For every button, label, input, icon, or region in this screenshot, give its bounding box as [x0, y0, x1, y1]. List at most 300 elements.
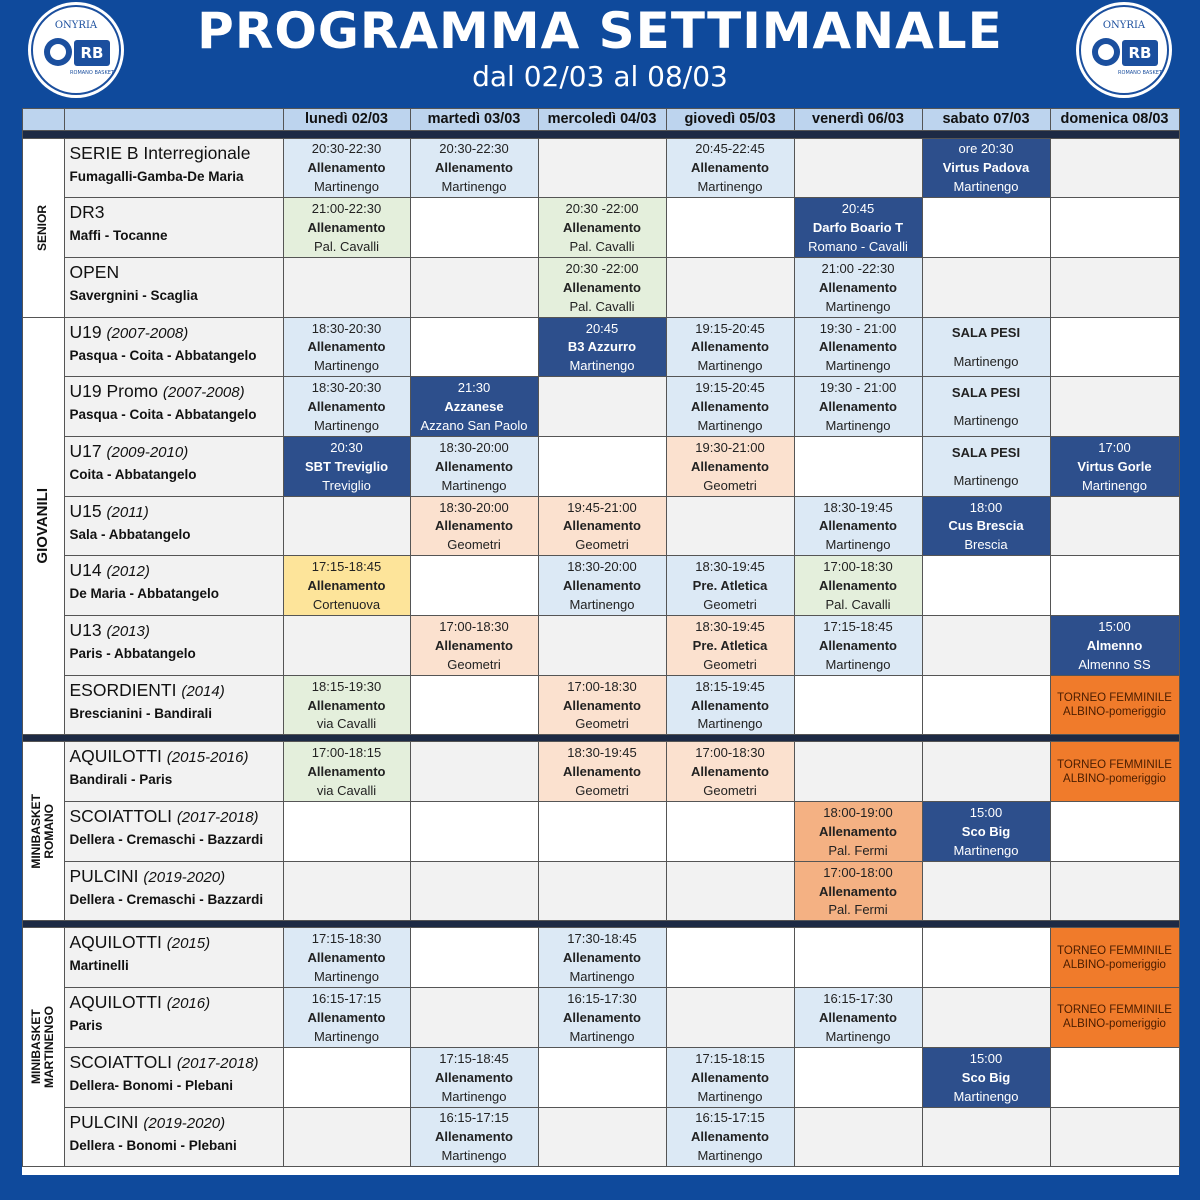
team-cell: [64, 138, 284, 199]
schedule-cell: [1050, 741, 1180, 802]
team-name: [70, 560, 283, 581]
event-time: 20:30-22:30: [439, 141, 509, 157]
event-location: Brescia: [964, 537, 1008, 553]
schedule-cell: [794, 436, 923, 497]
event-time: 18:30-19:45: [567, 745, 637, 761]
event-location: Treviglio: [322, 477, 371, 493]
event-time: 20:30-22:30: [311, 141, 382, 157]
team-years: (2015): [166, 935, 211, 953]
team-title: U13: [69, 620, 102, 640]
schedule-cell: [410, 138, 539, 199]
schedule-cell: [666, 436, 795, 497]
event-time: 18:00: [969, 499, 1003, 515]
event-title: Allenamento: [307, 697, 386, 713]
schedule-cell: [1050, 376, 1180, 437]
schedule-cell: [922, 927, 1051, 988]
team-years: (2016): [166, 995, 211, 1013]
event-location: Martinengo: [825, 537, 891, 553]
event-time: 15:00: [1098, 618, 1131, 634]
schedule-cell: [1050, 436, 1180, 497]
svg-text:RB: RB: [80, 44, 104, 62]
event-time: 17:15-18:30: [311, 931, 382, 947]
team-name: [70, 746, 283, 767]
event-location: Pal. Cavalli: [569, 238, 635, 254]
event-location: Martinengo: [441, 1148, 507, 1164]
group-minibasket-martinengo: [22, 927, 65, 1167]
team-name: [70, 322, 283, 343]
event-time: 18:30-20:00: [439, 499, 509, 515]
schedule-cell: [283, 138, 411, 199]
svg-text:ROMANO BASKET: ROMANO BASKET: [1118, 70, 1162, 76]
schedule-cell: [666, 1107, 795, 1168]
event-location: Martinengo: [697, 179, 763, 195]
group-label: [36, 205, 49, 251]
team-cell: [64, 317, 284, 378]
schedule-cell: [794, 987, 923, 1048]
day-header: giovedì 05/03: [666, 108, 795, 131]
event-location: Pal. Cavalli: [569, 298, 635, 314]
group-giovanili: [22, 317, 65, 736]
event-time: 15:00: [969, 805, 1003, 820]
schedule-cell: [410, 197, 539, 258]
schedule-cell: [283, 927, 411, 988]
event-location: via Cavalli: [316, 716, 377, 732]
event-time: 17:00-18:30: [439, 618, 509, 634]
event-title: Allenamento: [818, 279, 897, 295]
schedule-cell: [922, 555, 1051, 616]
schedule-cell: [538, 376, 667, 437]
schedule-cell: [922, 801, 1051, 862]
event-title: Allenamento: [562, 220, 641, 236]
schedule-cell: [666, 987, 795, 1048]
team-cell: [64, 675, 284, 736]
schedule-cell: [1050, 257, 1180, 318]
event-time: 16:15-17:15: [695, 1110, 765, 1126]
schedule-cell: [1050, 496, 1180, 557]
schedule-cell: [283, 436, 411, 497]
team-cell: [64, 861, 284, 922]
event-location: Martinengo: [441, 179, 507, 195]
schedule-cell: [538, 741, 667, 802]
event-time: 18:30-20:00: [439, 439, 509, 455]
event-location: Martinengo: [953, 1088, 1019, 1104]
schedule-cell: [410, 555, 539, 616]
schedule-cell: [794, 861, 923, 922]
coaches: Dellera - Bonomi - Plebani: [69, 1137, 237, 1153]
event-title: Allenamento: [818, 339, 897, 355]
schedule-cell: [794, 675, 923, 736]
event-title: Allenamento: [434, 1069, 513, 1085]
event-title: Allenamento: [307, 950, 386, 966]
event-time: 20:30: [330, 439, 363, 455]
schedule-cell: [666, 257, 795, 318]
event-location: Geometri: [703, 597, 757, 613]
coaches: Sala - Abbatangelo: [69, 526, 191, 542]
team-years: (2017-2018): [176, 809, 259, 827]
schedule-cell: [922, 436, 1051, 497]
schedule-cell: [1050, 987, 1180, 1048]
event-location: via Cavalli: [316, 783, 377, 799]
event-time: 19:30 - 21:00: [819, 380, 897, 396]
event-title: SALA PESI: [951, 444, 1021, 460]
schedule-cell: [1050, 927, 1180, 988]
event-time: 20:45-22:45: [695, 141, 765, 157]
tournament-note: ALBINO-pomeriggio: [1063, 772, 1166, 785]
event-location: Romano - Cavalli: [808, 238, 908, 254]
event-location: Cortenuova: [312, 597, 381, 613]
day-header: venerdì 06/03: [794, 108, 923, 131]
event-time: 17:00-18:00: [823, 864, 893, 880]
team-years: (2013): [106, 623, 150, 640]
team-cell: [64, 376, 284, 437]
event-title: Allenamento: [818, 637, 897, 653]
event-location: Almenno SS: [1078, 656, 1151, 672]
schedule-cell: [283, 801, 411, 862]
schedule-cell: [922, 257, 1051, 318]
schedule-cell: [538, 257, 667, 318]
team-title: SCOIATTOLI: [69, 806, 172, 827]
schedule-cell: [794, 615, 923, 676]
schedule-cell: [922, 197, 1051, 258]
event-location: Martinengo: [313, 358, 380, 374]
event-title: Virtus Gorle: [1077, 458, 1152, 474]
event-location: Geometri: [575, 783, 629, 799]
schedule-cell: [538, 555, 667, 616]
schedule-cell: [1050, 1107, 1180, 1168]
event-location: Martinengo: [697, 417, 763, 433]
schedule-cell: [538, 1047, 667, 1108]
event-time: 20:30 -22:00: [565, 201, 639, 217]
svg-text:RB: RB: [1128, 44, 1152, 62]
event-time: 17:00-18:30: [695, 745, 765, 761]
team-name: [70, 202, 283, 223]
schedule-cell: [666, 801, 795, 862]
event-time: 16:15-17:15: [439, 1110, 509, 1126]
event-location: Martinengo: [825, 298, 891, 314]
event-time: 19:30-21:00: [695, 439, 765, 455]
schedule-cell: [794, 1047, 923, 1108]
event-time: 17:15-18:45: [311, 559, 382, 575]
event-title: Cus Brescia: [948, 518, 1024, 534]
team-title: U14: [69, 560, 102, 581]
schedule-cell: [538, 197, 667, 258]
schedule-cell: [283, 317, 411, 378]
schedule-cell: [1050, 615, 1180, 676]
team-years: (2019-2020): [143, 1114, 226, 1132]
schedule-cell: [283, 197, 411, 258]
schedule-cell: [922, 987, 1051, 1048]
event-location: Martinengo: [569, 597, 635, 613]
event-time: 16:15-17:30: [567, 991, 637, 1007]
event-time: 21:00 -22:30: [821, 260, 895, 276]
team-name: [70, 620, 283, 641]
team-name: [70, 441, 283, 462]
team-cell: [64, 496, 284, 557]
group-label-line: MINIBASKET: [28, 794, 43, 869]
schedule-cell: [538, 317, 667, 378]
tournament-note: ALBINO-pomeriggio: [1063, 706, 1166, 719]
schedule-cell: [283, 1107, 411, 1168]
coaches: Pasqua - Coita - Abbatangelo: [69, 347, 257, 363]
svg-text:ROMANO BASKET: ROMANO BASKET: [70, 70, 114, 76]
day-header: sabato 07/03: [922, 108, 1051, 131]
schedule-cell: [794, 138, 923, 199]
team-title: U15: [69, 500, 102, 521]
schedule-cell: [666, 861, 795, 922]
group-label: [35, 488, 52, 564]
day-header: lunedì 02/03: [283, 108, 411, 131]
event-time: 18:00-19:00: [823, 805, 893, 820]
event-time: 18:30-19:45: [823, 499, 893, 515]
schedule-cell: [794, 197, 923, 258]
event-time: ore 20:30: [958, 141, 1014, 157]
schedule-cell: [1050, 675, 1180, 736]
event-location: Geometri: [575, 716, 629, 732]
event-location: Geometri: [575, 537, 629, 553]
group-label-line: ROMANO: [42, 804, 56, 859]
event-time: 17:00-18:15: [311, 745, 382, 761]
schedule-cell: [666, 376, 795, 437]
schedule-cell: [922, 376, 1051, 437]
event-location: Martinengo: [953, 179, 1019, 195]
schedule-cell: [794, 376, 923, 437]
schedule-cell: [283, 615, 411, 676]
schedule-cell: [283, 496, 411, 557]
schedule-cell: [410, 675, 539, 736]
team-name: [70, 680, 283, 701]
event-title: Allenamento: [690, 764, 769, 780]
event-location: Martinengo: [313, 417, 380, 433]
schedule-cell: [794, 555, 923, 616]
team-years: (2012): [106, 563, 150, 581]
group-label-line: MINIBASKET: [28, 1009, 43, 1085]
group-label: [30, 794, 56, 869]
schedule-cell: [1050, 138, 1180, 199]
group-label-line: SENIOR: [35, 204, 50, 251]
team-title: ESORDIENTI: [69, 679, 177, 700]
group-label-line: MARTINENGO: [42, 1006, 56, 1089]
event-title: Allenamento: [690, 1129, 769, 1145]
team-cell: [64, 436, 284, 497]
team-title: U19: [69, 321, 102, 342]
tournament-title: TORNEO FEMMINILE: [1057, 758, 1172, 771]
team-title: PULCINI: [69, 1111, 139, 1132]
event-title: Allenamento: [562, 279, 641, 295]
schedule-cell: [666, 197, 795, 258]
event-title: Pre. Atletica: [692, 578, 768, 594]
coaches: Dellera - Cremaschi - Bazzardi: [69, 891, 264, 907]
schedule-cell: [410, 257, 539, 318]
schedule-cell: [283, 741, 411, 802]
team-title: SCOIATTOLI: [69, 1051, 172, 1072]
team-years: (2011): [106, 503, 149, 521]
coaches: Martinelli: [69, 958, 129, 974]
event-time: 18:30-20:00: [567, 559, 637, 575]
group-senior: [22, 138, 65, 318]
event-title: Allenamento: [690, 458, 769, 474]
tournament-title: TORNEO FEMMINILE: [1057, 944, 1172, 957]
event-time: 18:30-20:30: [311, 320, 382, 336]
schedule-cell: [922, 615, 1051, 676]
schedule-cell: [538, 436, 667, 497]
coaches: Savergnini - Scaglia: [69, 287, 198, 303]
schedule-cell: [666, 741, 795, 802]
event-location: Pal. Fermi: [828, 842, 888, 858]
event-title: Allenamento: [818, 883, 897, 899]
page-title: PROGRAMMA SETTIMANALE: [197, 2, 1003, 60]
event-location: Martinengo: [569, 358, 635, 374]
date-range: dal 02/03 al 08/03: [472, 60, 728, 93]
team-title: U19 Promo: [69, 381, 159, 402]
event-location: Pal. Cavalli: [825, 597, 891, 613]
coaches: Dellera- Bonomi - Plebani: [69, 1077, 234, 1093]
team-title: U17: [69, 440, 102, 461]
event-title: Allenamento: [690, 399, 769, 415]
schedule-cell: [538, 1107, 667, 1168]
event-location: Martinengo: [825, 358, 891, 374]
event-time: 17:00: [1098, 439, 1131, 455]
event-title: Allenamento: [562, 697, 641, 713]
schedule-cell: [410, 436, 539, 497]
event-title: Allenamento: [690, 1069, 769, 1085]
event-time: 17:00-18:30: [567, 678, 637, 694]
team-cell: [64, 1107, 284, 1168]
schedule-cell: [794, 741, 923, 802]
event-time: 19:15-20:45: [695, 380, 765, 396]
svg-text:ONYRIA: ONYRIA: [54, 20, 98, 31]
schedule-cell: [1050, 1047, 1180, 1108]
event-time: 20:45: [585, 320, 619, 336]
schedule-cell: [283, 861, 411, 922]
schedule-cell: [538, 138, 667, 199]
team-title: AQUILOTTI: [69, 992, 162, 1013]
schedule-cell: [283, 1047, 411, 1108]
event-location: Martinengo: [313, 969, 380, 985]
schedule-cell: [538, 927, 667, 988]
coaches: Paris - Abbatangelo: [69, 646, 196, 661]
schedule-cell: [538, 987, 667, 1048]
event-title: Allenamento: [562, 764, 641, 780]
event-time: 18:30-20:30: [311, 380, 382, 396]
event-location: Geometri: [703, 783, 757, 799]
event-title: Allenamento: [818, 578, 897, 594]
day-header: martedì 03/03: [410, 108, 539, 131]
team-name: [70, 143, 283, 164]
event-location: Geometri: [703, 477, 757, 493]
schedule-cell: [410, 615, 539, 676]
schedule-cell: [922, 317, 1051, 378]
team-years: (2007-2008): [162, 384, 245, 402]
event-location: Martinengo: [825, 1028, 891, 1044]
event-time: 20:30 -22:00: [565, 260, 639, 276]
schedule-cell: [283, 555, 411, 616]
event-location: Martinengo: [825, 656, 891, 672]
schedule-cell: [666, 927, 795, 988]
schedule-cell: [410, 376, 539, 437]
schedule-cell: [410, 741, 539, 802]
event-title: Allenamento: [307, 220, 386, 236]
team-years: (2007-2008): [106, 324, 189, 342]
team-cell: [64, 1047, 284, 1108]
schedule-cell: [538, 675, 667, 736]
team-years: (2014): [181, 682, 225, 700]
event-time: 17:00-18:30: [823, 559, 893, 575]
schedule-cell: [794, 257, 923, 318]
schedule-cell: [1050, 197, 1180, 258]
schedule-cell: [666, 138, 795, 199]
schedule-cell: [794, 927, 923, 988]
schedule-cell: [666, 1047, 795, 1108]
event-title: SALA PESI: [951, 325, 1021, 341]
schedule-cell: [922, 1107, 1051, 1168]
schedule-cell: [794, 496, 923, 557]
schedule-cell: [922, 741, 1051, 802]
tournament-note: ALBINO-pomeriggio: [1063, 958, 1166, 971]
event-title: Almenno: [1086, 637, 1143, 653]
header-team: [64, 108, 284, 131]
team-cell: [64, 927, 284, 988]
schedule-cell: [922, 138, 1051, 199]
event-location: Geometri: [447, 656, 501, 672]
event-title: Allenamento: [818, 1009, 897, 1025]
event-title: Virtus Padova: [942, 160, 1030, 176]
event-time: 17:30-18:45: [567, 931, 637, 947]
event-location: Martinengo: [953, 472, 1019, 488]
schedule-cell: [794, 1107, 923, 1168]
event-title: Allenamento: [818, 518, 897, 534]
event-title: Allenamento: [562, 518, 641, 534]
team-name: [70, 501, 283, 522]
event-location: Martinengo: [441, 477, 507, 493]
tournament-title: TORNEO FEMMINILE: [1057, 692, 1172, 705]
event-title: Sco Big: [961, 823, 1011, 839]
event-title: Allenamento: [307, 339, 386, 355]
schedule-cell: [538, 615, 667, 676]
schedule-table: [22, 108, 1179, 1175]
event-time: 18:30-19:45: [695, 559, 765, 575]
schedule-cell: [922, 675, 1051, 736]
schedule-cell: [666, 555, 795, 616]
schedule-cell: [410, 801, 539, 862]
event-time: 21:30: [457, 380, 491, 396]
day-header: mercoledì 04/03: [538, 108, 667, 131]
event-time: 21:00-22:30: [311, 201, 382, 217]
event-title: Allenamento: [434, 637, 513, 653]
coaches: Pasqua - Coita - Abbatangelo: [69, 407, 257, 423]
event-time: 19:45-21:00: [567, 499, 637, 515]
event-title: SBT Treviglio: [304, 458, 389, 474]
event-title: Sco Big: [961, 1069, 1011, 1085]
team-name: [70, 1112, 283, 1133]
event-location: Azzano San Paolo: [420, 417, 528, 433]
event-location: Martinengo: [953, 413, 1019, 429]
team-name: [70, 806, 283, 827]
event-title: Allenamento: [434, 458, 513, 474]
header-corner: [22, 108, 65, 131]
coaches: Maffi - Tocanne: [69, 228, 168, 244]
group-label: [30, 1006, 56, 1088]
event-location: Martinengo: [697, 1088, 763, 1104]
team-name: [70, 381, 283, 402]
schedule-cell: [538, 801, 667, 862]
event-title: SALA PESI: [951, 384, 1021, 400]
event-title: Allenamento: [562, 1009, 641, 1025]
event-time: 17:15-18:45: [823, 618, 893, 634]
event-location: Martinengo: [953, 353, 1019, 369]
coaches: De Maria - Abbatangelo: [69, 586, 220, 602]
event-title: Allenamento: [307, 160, 386, 176]
event-title: Allenamento: [434, 1129, 513, 1145]
